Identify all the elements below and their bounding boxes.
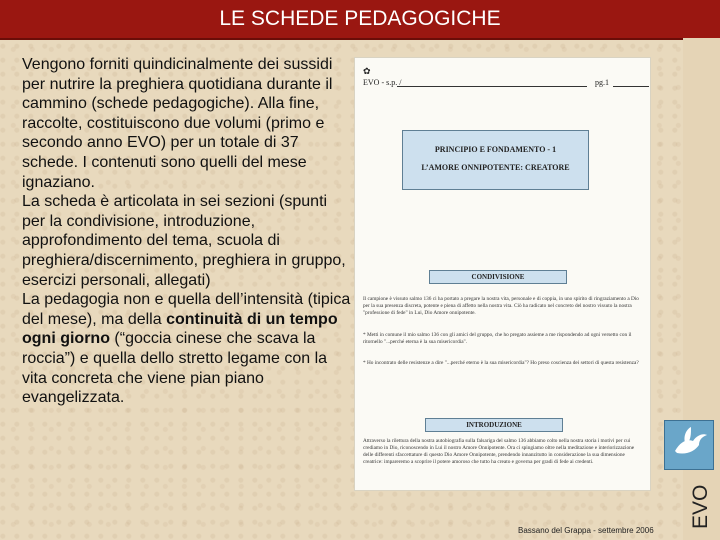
document-logo-icon: ✿ bbox=[363, 66, 371, 76]
document-title-1: PRINCIPIO E FONDAMENTO - 1 bbox=[434, 145, 557, 154]
header-rule bbox=[397, 86, 587, 87]
page-rule bbox=[613, 86, 649, 87]
footer-text: Bassano del Grappa - settembre 2006 bbox=[518, 526, 654, 535]
document-text-c: * Ho incontrato delle resistenze a dire "...perché eterno è la sua misericordia"? Ho preso coscienza dei settori di questa resistenza? bbox=[363, 360, 639, 366]
body-text bbox=[22, 55, 352, 408]
document-text-b: * Metti in comune il mio salmo 136 con gli amici del gruppo, che ho pregato assieme a me rispondendo ad ogni versetto con il ritornello "...perché eterna è la sua misericordia". bbox=[363, 332, 632, 345]
paragraph-3-start: La pedagogia non e quella dell’intensità (tipica del mese), ma della bbox=[22, 291, 351, 328]
document-text-a: Il campione è vissuto salmo 136 ci ha portato a pregare la nostra vita, personale e di coppia, in uno spirito di ringraziamento a Dio per la sua presenza discreta, potente e piena di affetto nella nostra vita. Ciò ha radicato nel concreto del nostro vissuto la nostra "professione di fede" in Lui, Dio Amore onnipotente. bbox=[363, 296, 639, 316]
evo-label: EVO bbox=[689, 484, 712, 530]
dove-icon bbox=[665, 421, 713, 469]
evo-logo-icon bbox=[664, 420, 714, 470]
section-introduzione: INTRODUZIONE bbox=[425, 418, 563, 432]
document-header-right: pg.1 bbox=[595, 78, 609, 87]
paragraph-3-end: (“goccia cinese che scava la roccia”) e quella dello stretto legame con la vita concreta che viene pian piano evangelizzata. bbox=[22, 330, 328, 407]
paragraph-2: La scheda è articolata in sei sezioni (spunti per la condivisione, introduzione, approfondimento del tema, scuola di preghiera/discernimento, preghiera in gruppo, esercizi personali, allegati) bbox=[22, 193, 346, 289]
document-text-d: Attraverso la rilettura della nostra autobiografia sulla falsariga del salmo 136 abbiamo colto nella nostra storia i motivi per cui crediamo in Dio, riconoscendo in Lui il nostro Amore Onnipotente. Ora ci spingiamo oltre nella meditazione e interiorizzazione delle differenti sfaccettature di questo Dio Amore Onnipotente, prendendo innanzitutto in considerazione la sua dimensione creatrice: impareremo a scoprire il potere amoroso che tutto ha creato e governa per gradi di fede ai credenti. bbox=[363, 438, 635, 465]
document-preview bbox=[355, 58, 650, 490]
document-header-left: EVO - s.p. / bbox=[363, 78, 402, 87]
paragraph-3 bbox=[22, 290, 352, 408]
document-title-box bbox=[402, 130, 589, 190]
paragraph-3-bold: continuità di un tempo ogni giorno bbox=[22, 310, 338, 348]
slide-title: LE SCHEDE PEDAGOGICHE bbox=[0, 0, 720, 40]
paragraph-1: Vengono forniti quindicinalmente dei sussidi per nutrire la preghiera quotidiana durante il cammino (schede pedagogiche). Alla fine, raccolte, costituiscono due volumi (primo e secondo anno EVO) per un totale di 37 schede. I contenuti sono quelli del mese ignaziano. bbox=[22, 56, 333, 191]
section-condivisione: CONDIVISIONE bbox=[429, 270, 567, 284]
document-title-2: L’AMORE ONNIPOTENTE: CREATORE bbox=[421, 163, 570, 172]
